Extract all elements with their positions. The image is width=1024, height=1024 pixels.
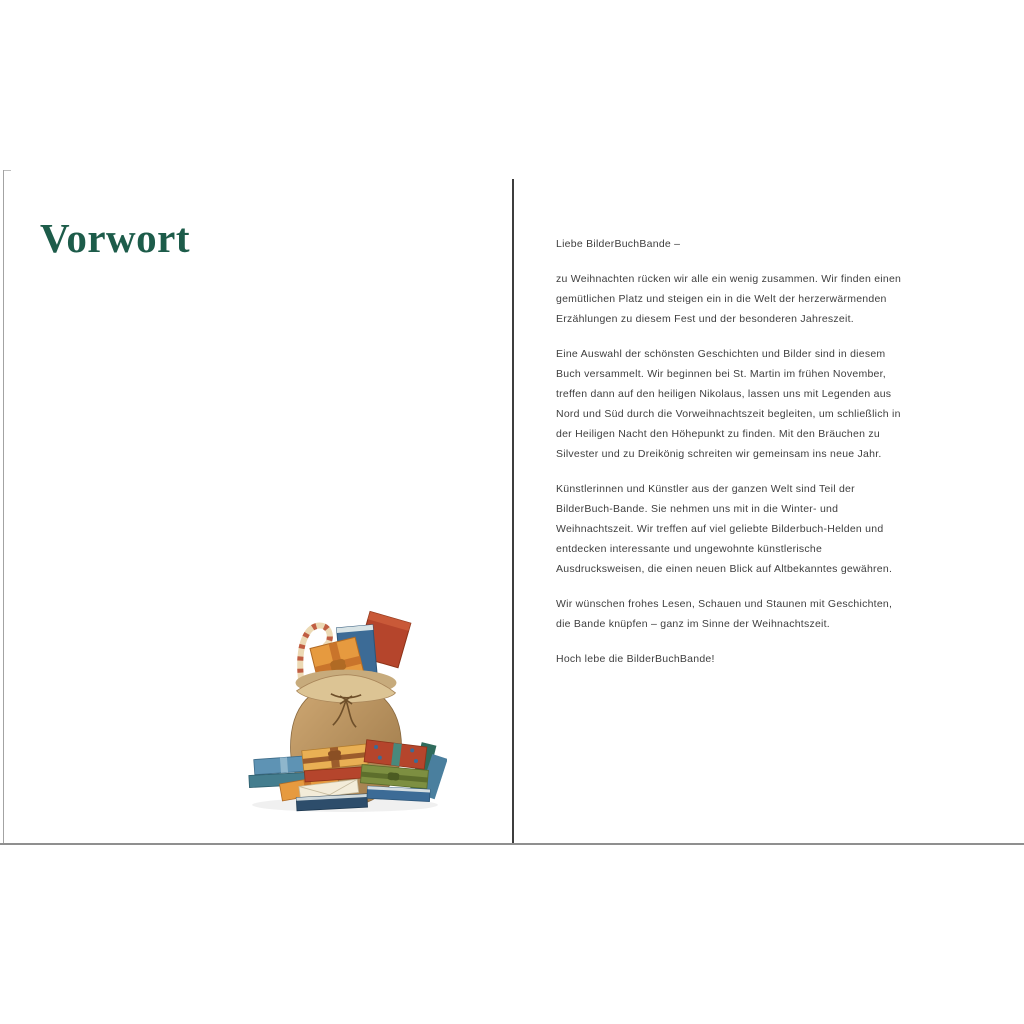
gift-sack-illustration xyxy=(243,596,447,816)
preface-paragraph: Wir wünschen frohes Lesen, Schauen und Staunen mit Geschichten, die Bande knüpfen – ganz im Sinne der Weihnachtszeit. xyxy=(556,598,893,630)
page-title: Vorwort xyxy=(40,215,191,261)
preface-paragraph: zu Weihnachten rücken wir alle ein wenig zusammen. Wir finden einen gemütlichen Platz und steigen ein in die Welt der herzerwärmenden Erzählungen zu diesem Fest und der besonderen Jahreszeit. xyxy=(556,273,902,325)
preface-closing: Hoch lebe die BilderBuchBande! xyxy=(556,653,715,665)
gift-sack-artwork xyxy=(243,596,447,816)
preface-paragraph: Eine Auswahl der schönsten Geschichten und Bilder sind in diesem Buch versammelt. Wir beginnen bei St. Martin im frühen November, treffen dann auf den heiligen Nikolaus, lassen uns mit Legenden aus Nord und Süd durch die Vorweihnachtszeit begleiten, um schließlich in der Heiligen Nacht den Höhepunkt zu finden. Mit den Bräuchen zu Silvester und zu Dreikönig schreiten wir gemeinsam ins neue Jahr. xyxy=(556,348,901,460)
preface-salutation: Liebe BilderBuchBande – xyxy=(556,238,681,250)
left-page xyxy=(4,170,512,843)
preface-paragraph: Künstlerinnen und Künstler aus der ganzen Welt sind Teil der BilderBuch-Bande. Sie nehmen uns mit in die Winter- und Weihnachtszeit. Wir treffen auf viel geliebte Bilderbuch-Helden und entdecken interessante und ungewohnte künstlerische Ausdrucksweisen, die einen neuen Blick auf Altbekanntes gewähren. xyxy=(556,483,893,575)
page-edge-bottom xyxy=(0,843,1024,845)
right-page xyxy=(514,170,1024,843)
preface-text-block xyxy=(556,234,902,669)
